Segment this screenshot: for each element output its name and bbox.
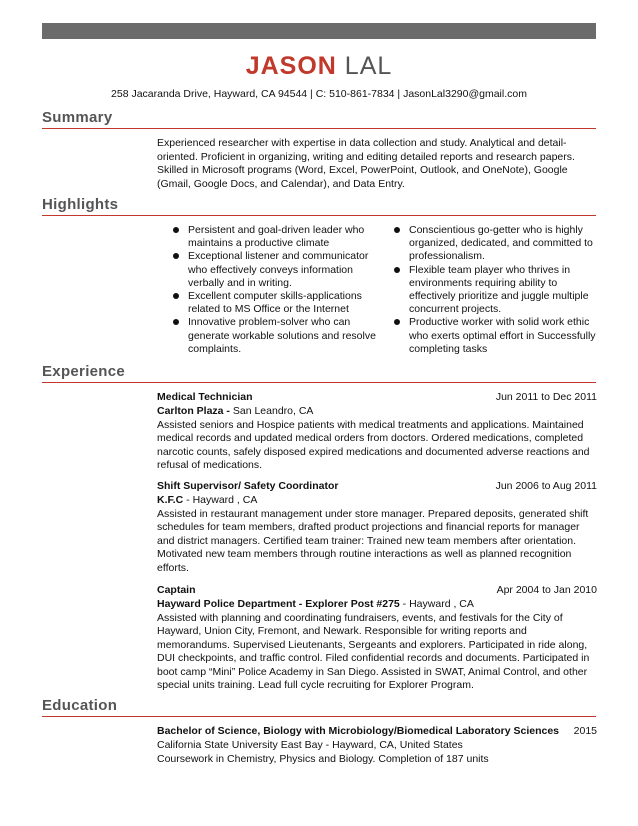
bullet-icon <box>173 293 179 299</box>
job-title: Shift Supervisor/ Safety Coordinator <box>157 480 339 492</box>
job-company: K.F.C - Hayward , CA <box>157 494 258 506</box>
highlight-item: Exceptional listener and communicator who effectively conveys information verbally and in writing. <box>173 250 388 290</box>
job-description: Assisted seniors and Hospice patients with medical treatments and applications. Maintained medical records and updated medical orders from doctors. Ordered medications, completed narcotic counts, safely disposed expired medications and documented adverse reactions and refusal of medications. <box>157 418 590 471</box>
header-bar <box>42 23 596 39</box>
highlight-item: Persistent and goal-driven leader who maintains a productive climate <box>173 224 388 250</box>
highlight-item: Conscientious go-getter who is highly organized, dedicated, and committed to professionalism. <box>394 224 604 264</box>
first-name: JASON <box>245 52 337 80</box>
job-title: Medical Technician <box>157 391 253 403</box>
job-entry <box>157 584 597 693</box>
graduation-year: 2015 <box>573 725 597 737</box>
job-company: Hayward Police Department - Explorer Post #275 - Hayward , CA <box>157 598 474 610</box>
bullet-icon <box>173 253 179 259</box>
job-dates: Jun 2011 to Dec 2011 <box>495 391 597 403</box>
summary-rule <box>42 128 596 129</box>
job-dates: Apr 2004 to Jan 2010 <box>496 584 597 596</box>
highlight-item: Productive worker with solid work ethic who exerts optimal effort in Successfully completing tasks <box>394 316 604 356</box>
job-dates: Jun 2006 to Aug 2011 <box>495 480 597 492</box>
experience-rule <box>42 382 596 383</box>
candidate-name <box>0 52 638 81</box>
summary-text: Experienced researcher with expertise in data collection and study. Analytical and detail-oriented. Proficient in organizing, writing and editing detailed reports and research papers. Skilled in Microsoft programs (Word, Excel, PowerPoint, Outlook, and OneNote), Google (Gmail, Google Docs, and Calendar), and Data Entry. <box>157 137 575 190</box>
job-title: Captain <box>157 584 196 596</box>
education-entry <box>157 725 597 766</box>
highlights-left-column <box>173 224 388 356</box>
bullet-icon <box>173 227 179 233</box>
highlights-right-column <box>394 224 604 356</box>
job-entry <box>157 391 597 473</box>
last-name: LAL <box>344 52 393 80</box>
bullet-icon <box>394 319 400 325</box>
coursework: Coursework in Chemistry, Physics and Biology. Completion of 187 units <box>157 752 489 765</box>
summary-heading: Summary <box>42 109 113 126</box>
job-description: Assisted in restaurant management under store manager. Prepared deposits, generated shift schedules for team members, drafted product projections and financial reports for manager and district managers. Certified team trainer: Trained new team members after orientation. Motivated new team members through routine interactions as well as planned recognition efforts. <box>157 507 589 574</box>
experience-heading: Experience <box>42 363 126 380</box>
highlights-rule <box>42 215 596 216</box>
school: California State University East Bay - Hayward, CA, United States <box>157 739 463 751</box>
highlight-item: Excellent computer skills-applications related to MS Office or the Internet <box>173 290 388 316</box>
education-rule <box>42 716 596 717</box>
contact-info: 258 Jacaranda Drive, Hayward, CA 94544 | C: 510-861-7834 | JasonLal3290@gmail.com <box>111 88 527 100</box>
bullet-icon <box>394 227 400 233</box>
job-entry <box>157 480 597 575</box>
degree: Bachelor of Science, Biology with Microbiology/Biomedical Laboratory Sciences <box>157 725 560 737</box>
job-description: Assisted with planning and coordinating fundraisers, events, and festivals for the City of Hayward, Union City, Fremont, and Newark. Responsible for writing reports and memorandums. Supervised Lieutenants, Sergeants and explorers. Participated in ride along, DUI checkpoints, and traffic control. Filed confidential records and documents. Participated in boot camp “Mini” Police Academy in San Diego. Assisted in SWAT, Animal Control, and other special units training. Lead full cycle recruiting for Explorer Program. <box>157 611 590 691</box>
highlights-heading: Highlights <box>42 196 119 213</box>
bullet-icon <box>173 319 179 325</box>
highlight-item: Flexible team player who thrives in environments requiring ability to effectively prioritize and juggle multiple concurrent projects. <box>394 264 604 317</box>
highlight-item: Innovative problem-solver who can generate workable solutions and resolve complaints. <box>173 316 388 356</box>
education-heading: Education <box>42 697 118 714</box>
job-company: Carlton Plaza - San Leandro, CA <box>157 405 314 417</box>
bullet-icon <box>394 267 400 273</box>
